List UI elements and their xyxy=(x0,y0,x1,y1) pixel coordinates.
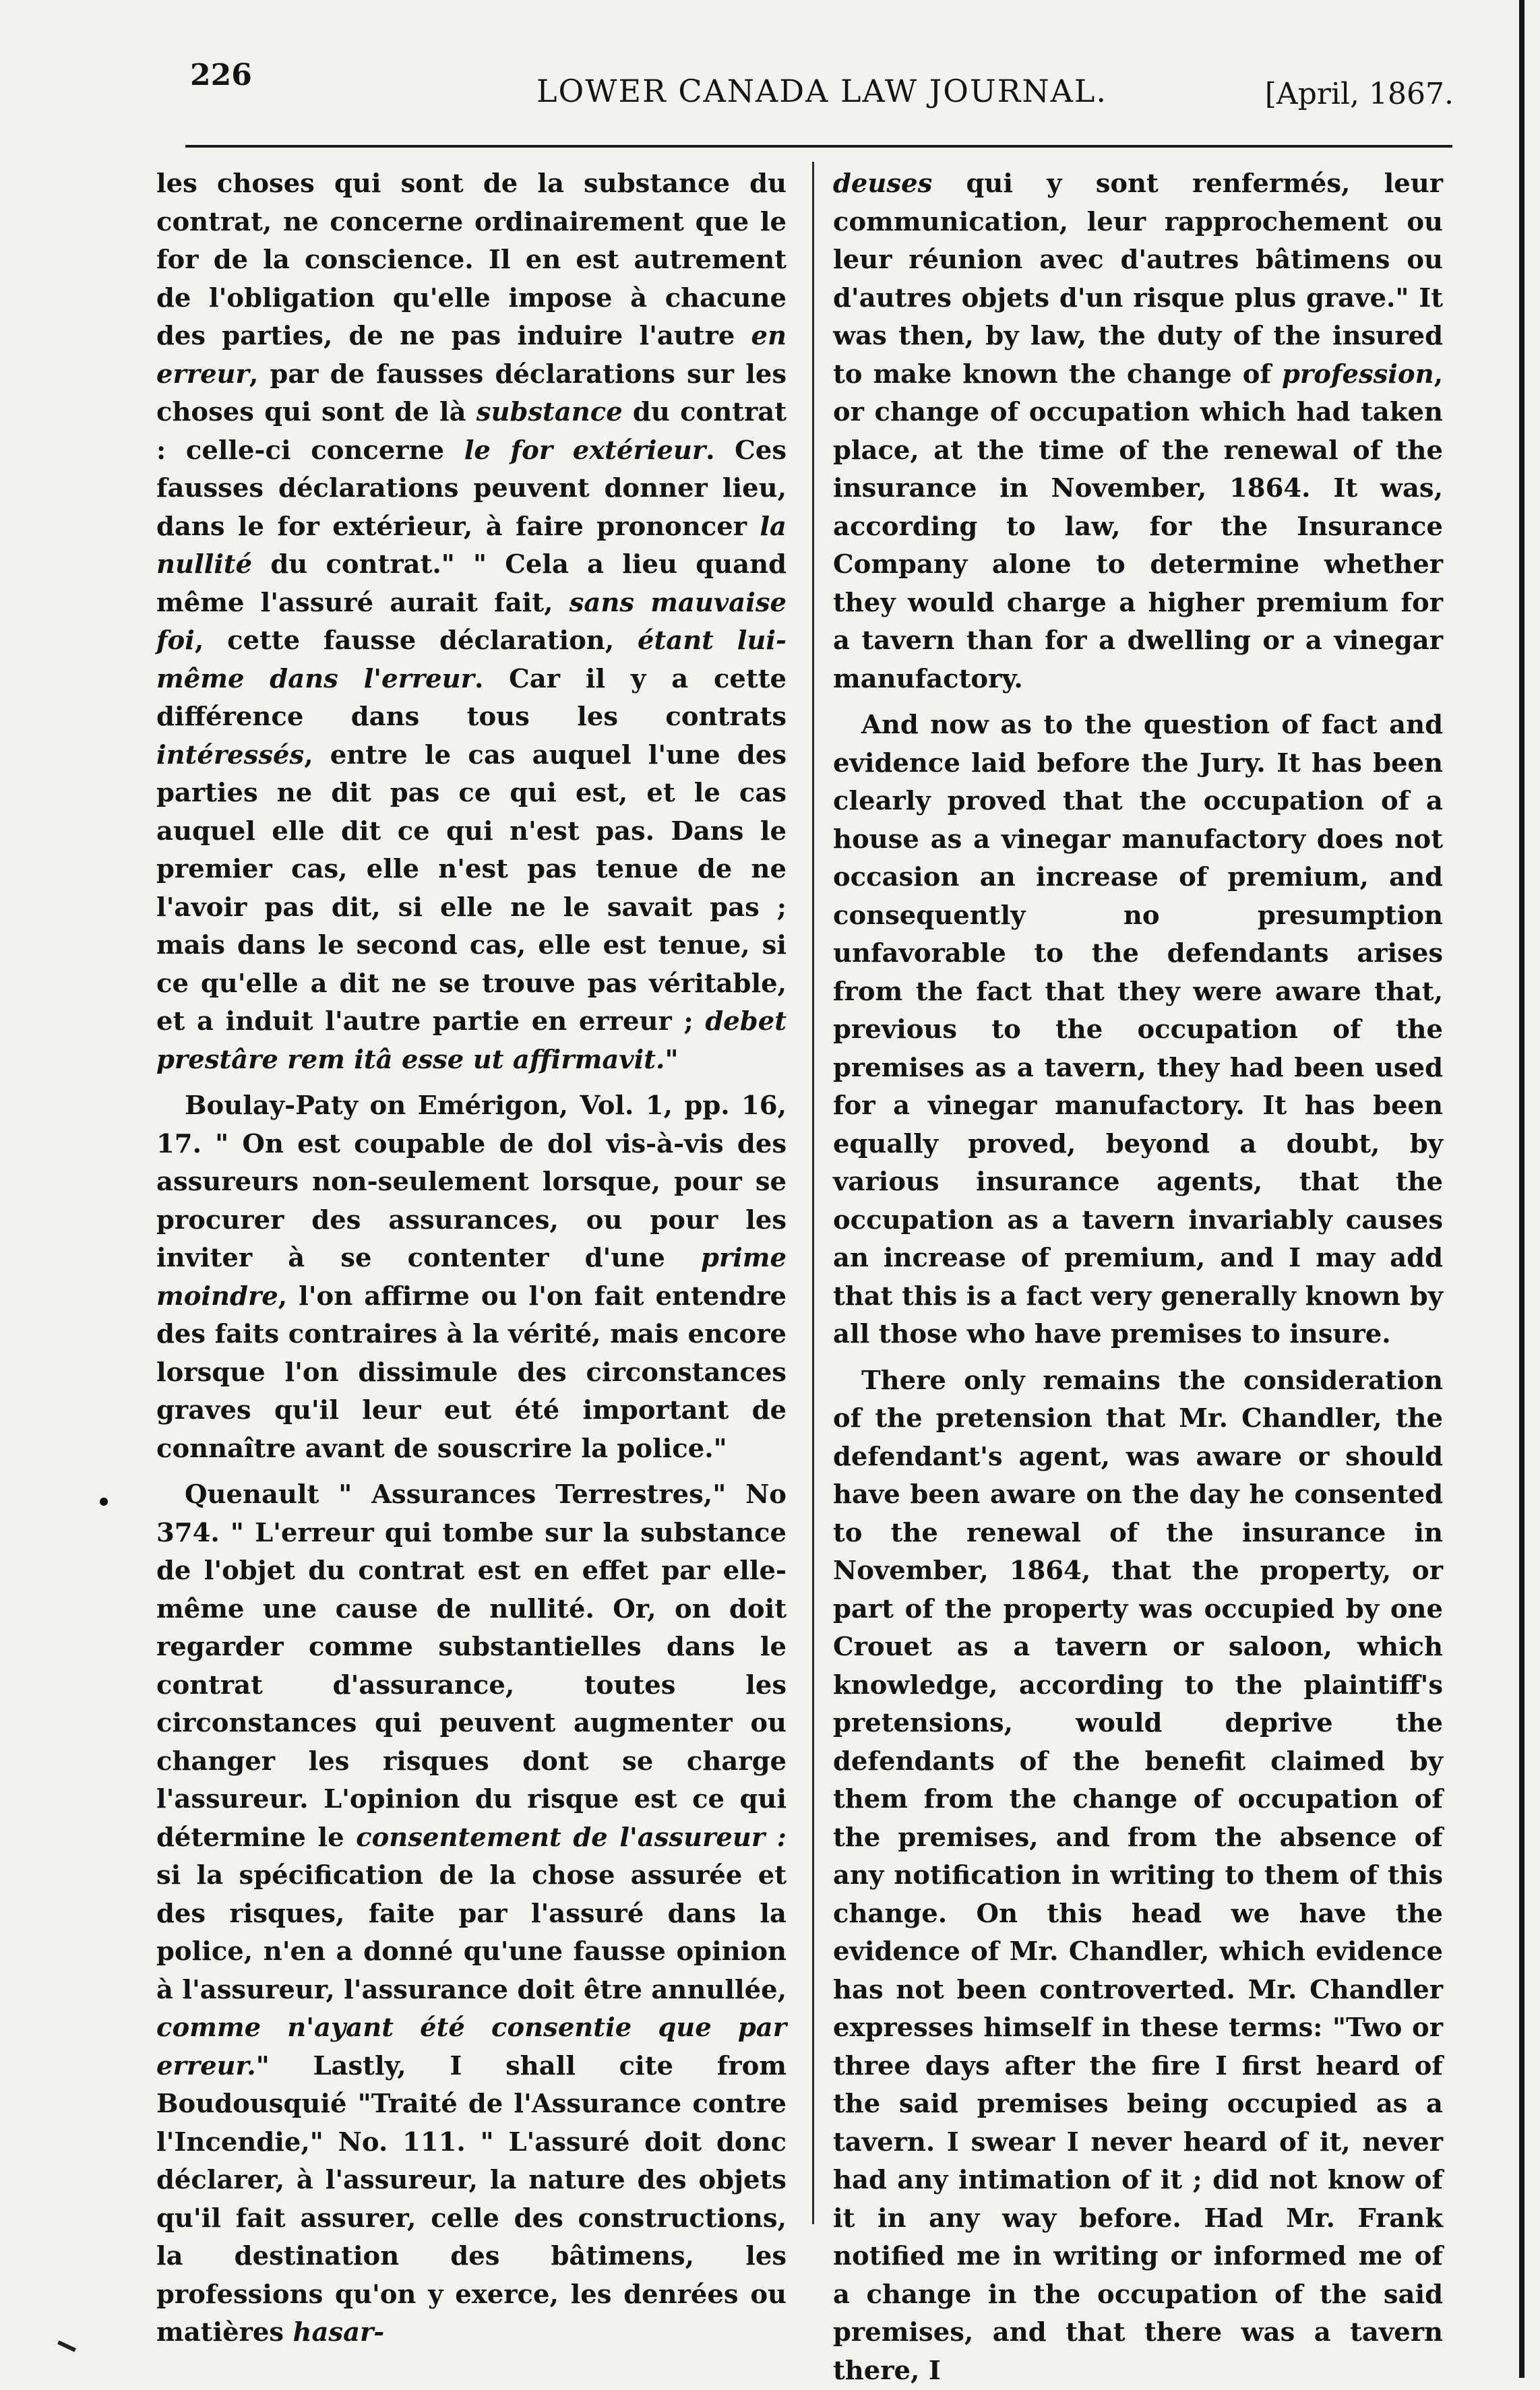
margin-dot xyxy=(100,1498,108,1506)
issue-date: [April, 1867. xyxy=(1265,77,1454,111)
page-header xyxy=(190,58,1454,125)
journal-title: LOWER CANADA LAW JOURNAL. xyxy=(190,73,1454,109)
right-paragraph-1: deuses qui y sont renfermés, leur communication, leur rapprochement ou leur réunion avec d'autres bâtimens ou d'autres objets d'un risque plus grave." It was then, by law, the duty of the insured to make known the change of profession, or change of occupation which had taken place, at the time of the renewal of the insurance in November, 1864. It was, according to law, for the Insurance Company alone to determine whether they would charge a higher premium for a tavern than for a dwelling or a vinegar manufactory. xyxy=(833,165,1443,698)
margin-mark xyxy=(57,2340,76,2352)
page-edge-line xyxy=(1519,0,1524,2378)
header-rule xyxy=(185,145,1452,148)
right-paragraph-2: And now as to the question of fact and evidence laid before the Jury. It has been clearly proved that the occupation of a house as a vinegar manufactory does not occasion an increase of premium, and consequently no presumption unfavorable to the defendants arises from the fact that they were aware that, previous to the occupation of the premises as a tavern, they had been used for a vinegar manufactory. It has been equally proved, beyond a doubt, by various insurance agents, that the occupation as a tavern invariably causes an increase of premium, and I may add that this is a fact very generally known by all those who have premises to insure. xyxy=(833,706,1443,1354)
right-column xyxy=(833,165,1443,2390)
column-divider xyxy=(812,162,814,2224)
left-paragraph-3: Quenault " Assurances Terrestres," No 374. " L'erreur qui tombe sur la substance de l'objet du contrat est en effet par elle-même une cause de nullité. Or, on doit regarder comme substantielles dans le contrat d'assurance, toutes les circonstances qui peuvent augmenter ou changer les risques dont se charge l'assureur. L'opinion du risque est ce qui détermine le consentement de l'assureur : si la spécification de la chose assurée et des risques, faite par l'assuré dans la police, n'en a donné qu'une fausse opinion à l'assureur, l'assurance doit être annullée, comme n'ayant été consentie que par erreur." Lastly, I shall cite from Boudousquié "Traité de l'Assurance contre l'Incendie," No. 111. " L'assuré doit donc déclarer, à l'assureur, la nature des objets qu'il fait assurer, celle des constructions, la destination des bâtimens, les professions qu'on y exerce, les denrées ou matières hasar- xyxy=(156,1476,787,2352)
right-paragraph-3: There only remains the consideration of the pretension that Mr. Chandler, the defendant's agent, was aware or should have been aware on the day he consented to the renewal of the insurance in November, 1864, that the property, or part of the property was occupied by one Crouet as a tavern or saloon, which knowledge, according to the plaintiff's pretensions, would deprive the defendants of the benefit claimed by them from the change of occupation of the premises, and from the absence of any notification in writing to them of this change. On this head we have the evidence of Mr. Chandler, which evidence has not been controverted. Mr. Chandler expresses himself in these terms: "Two or three days after the fire I first heard of the said premises being occupied as a tavern. I swear I never heard of it, never had any intimation of it ; did not know of it in any way before. Had Mr. Frank notified me in writing or informed me of a change in the occupation of the said premises, and that there was a tavern there, I xyxy=(833,1362,1443,2390)
page-number: 226 xyxy=(190,58,252,92)
left-column xyxy=(156,165,787,2352)
left-paragraph-2: Boulay-Paty on Emérigon, Vol. 1, pp. 16, 17. " On est coupable de dol vis-à-vis des assureurs non-seulement lorsque, pour se procurer des assurances, ou pour les inviter à se contenter d'une prime moindre, l'on affirme ou l'on fait entendre des faits contraires à la vérité, mais encore lorsque l'on dissimule des circonstances graves qu'il leur eut été important de connaître avant de souscrire la police." xyxy=(156,1087,787,1468)
left-paragraph-1: les choses qui sont de la substance du contrat, ne concerne ordinairement que le for de la conscience. Il en est autrement de l'obligation qu'elle impose à chacune des parties, de ne pas induire l'autre en erreur, par de fausses déclarations sur les choses qui sont de là substance du contrat : celle-ci concerne le for extérieur. Ces fausses déclarations peuvent donner lieu, dans le for extérieur, à faire prononcer la nullité du contrat." " Cela a lieu quand même l'assuré aurait fait, sans mauvaise foi, cette fausse déclaration, étant lui-même dans l'erreur. Car il y a cette différence dans tous les contrats intéressés, entre le cas auquel l'une des parties ne dit pas ce qui est, et le cas auquel elle dit ce qui n'est pas. Dans le premier cas, elle n'est pas tenue de ne l'avoir pas dit, si elle ne le savait pas ; mais dans le second cas, elle est tenue, si ce qu'elle a dit ne se trouve pas véritable, et a induit l'autre partie en erreur ; debet prestâre rem itâ esse ut affirmavit." xyxy=(156,165,787,1079)
